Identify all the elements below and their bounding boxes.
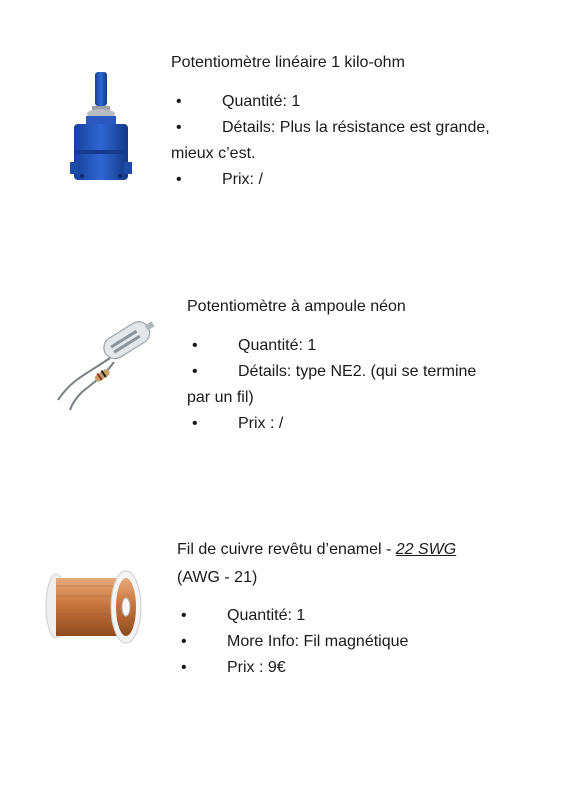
item-title: Potentiomètre linéaire 1 kilo-ohm [171, 54, 405, 71]
price-text: Prix : 9€ [227, 659, 286, 676]
details-text-continued: mieux c’est. [171, 145, 256, 162]
quantity-text: Quantité: 1 [227, 607, 306, 624]
item-details-list [171, 89, 556, 193]
bullet: • [181, 659, 187, 676]
item-title-line2: (AWG - 21) [177, 569, 258, 586]
item-title-container [177, 539, 456, 560]
bullet: • [176, 171, 182, 188]
details-text-continued: par un fil) [187, 389, 254, 406]
item-title: Fil de cuivre revêtu d’enamel - [177, 541, 396, 558]
more-info-text: More Info: Fil magnétique [227, 633, 409, 650]
list-item [192, 411, 552, 437]
copper-wire-spool-image [44, 566, 144, 650]
list-item [176, 167, 556, 193]
list-item [187, 359, 552, 411]
details-text: Détails: type NE2. (qui se termine [238, 363, 477, 380]
list-item [192, 333, 552, 359]
bullet: • [181, 607, 187, 624]
list-item [181, 629, 541, 655]
list-item [181, 655, 541, 681]
bullet: • [176, 119, 182, 136]
bullet: • [192, 363, 198, 380]
bullet: • [181, 633, 187, 650]
item-details-list [187, 333, 552, 437]
list-item [181, 603, 541, 629]
bullet: • [192, 415, 198, 432]
bullet: • [176, 93, 182, 110]
quantity-text: Quantité: 1 [222, 93, 301, 110]
list-item [171, 115, 556, 167]
neon-bulb-image [52, 312, 162, 414]
swg-link[interactable]: 22 SWG [395, 541, 457, 558]
bullet: • [192, 337, 198, 354]
price-text: Prix : / [238, 415, 284, 432]
price-text: Prix: / [222, 171, 263, 188]
item-details-list [181, 603, 541, 681]
quantity-text: Quantité: 1 [238, 337, 317, 354]
list-item [176, 89, 556, 115]
details-text: Détails: Plus la résistance est grande, [222, 119, 490, 136]
item-title: Potentiomètre à ampoule néon [187, 298, 406, 315]
potentiometer-image [70, 70, 132, 188]
